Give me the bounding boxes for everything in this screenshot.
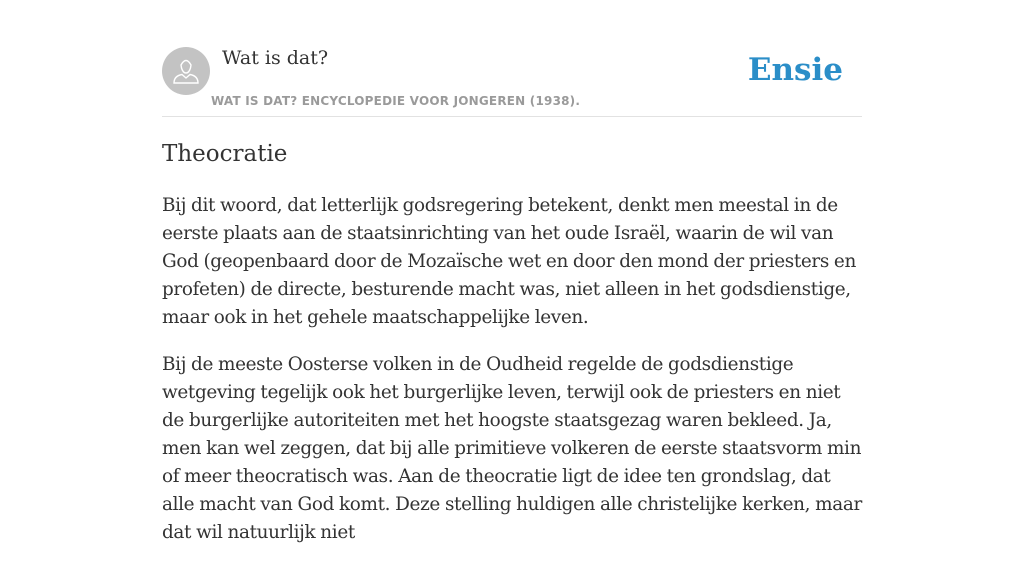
article-title: Theocratie [162,141,288,167]
article-paragraph: Bij de meeste Oosterse volken in de Oudheid regelde de godsdienstige wetgeving tegelijk ook het burgerlijke leven, terwijl ook de priesters en niet de burgerlijke autoriteiten met het hoogste staatsgezag waren bekleed. Ja, men kan wel zeggen, dat bij alle primitieve volkeren de eerste staatsvorm min of meer theocratisch was. Aan de theocratie ligt de idee ten grondslag, dat alle macht van God komt. Deze stelling huldigen alle christelijke kerken, maar dat wil natuurlijk niet [162,354,862,543]
article-paragraph: Bij dit woord, dat letterlijk godsregering betekent, denkt men meestal in de eerste plaats aan de staatsinrichting van het oude Israël, waarin de wil van God (geopenbaard door de Mozaïsche wet en door den mond der priesters en profeten) de directe, besturende macht was, niet alleen in het godsdienstige, maar ook in het gehele maatschappelijke leven. [162,195,856,328]
article-body [162,192,862,566]
avatar[interactable] [162,47,210,95]
user-silhouette-icon [162,47,210,95]
ensie-logo[interactable]: Ensie [747,52,843,88]
source-title[interactable]: Wat is dat? [222,47,329,69]
source-subtitle[interactable]: WAT IS DAT? ENCYCLOPEDIE VOOR JONGEREN (1938). [211,94,581,108]
source-header [162,0,862,117]
page [162,0,862,543]
